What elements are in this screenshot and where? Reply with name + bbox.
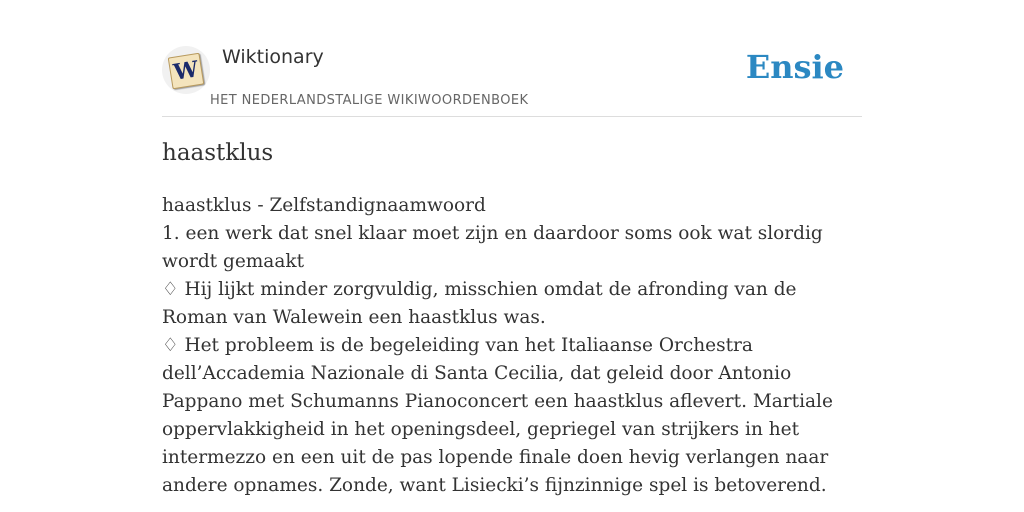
page-container	[162, 0, 862, 496]
page-title: haastklus	[162, 140, 274, 166]
example-sentence: ♢ Het probleem is de begeleiding van het Italiaanse Orchestra dell’Accademia Nazionale di Santa Cecilia, dat geleid door Antonio Pappano met Schumanns Pianoconcert een haastklus aflevert. Martiale oppervlakkigheid in het openingsdeel, gepriegel van strijkers in het intermezzo en een uit de pas lopende finale doen hevig verlangen naar andere opnames. Zonde, want Lisiecki’s fijnzinnige spel is betoverend.	[162, 335, 833, 496]
site-tagline: HET NEDERLANDSTALIGE WIKIWOORDENBOEK	[210, 93, 529, 108]
entry-definition: 1. een werk dat snel klaar moet zijn en daardoor soms ook wat slordig wordt gemaakt	[162, 223, 823, 272]
entry-body	[162, 192, 862, 500]
entry-heading: haastklus - Zelfstandignaamwoord	[162, 195, 486, 216]
ensie-brand-link[interactable]: Ensie	[745, 48, 844, 86]
example-sentence: ♢ Hij lijkt minder zorgvuldig, misschien omdat de afronding van de Roman van Walewein een haastklus was.	[162, 279, 797, 328]
logo-letter: W	[171, 56, 201, 86]
header	[162, 0, 862, 117]
site-name[interactable]: Wiktionary	[222, 46, 324, 68]
wiktionary-logo-icon	[168, 53, 205, 90]
wiktionary-logo[interactable]	[162, 46, 210, 94]
